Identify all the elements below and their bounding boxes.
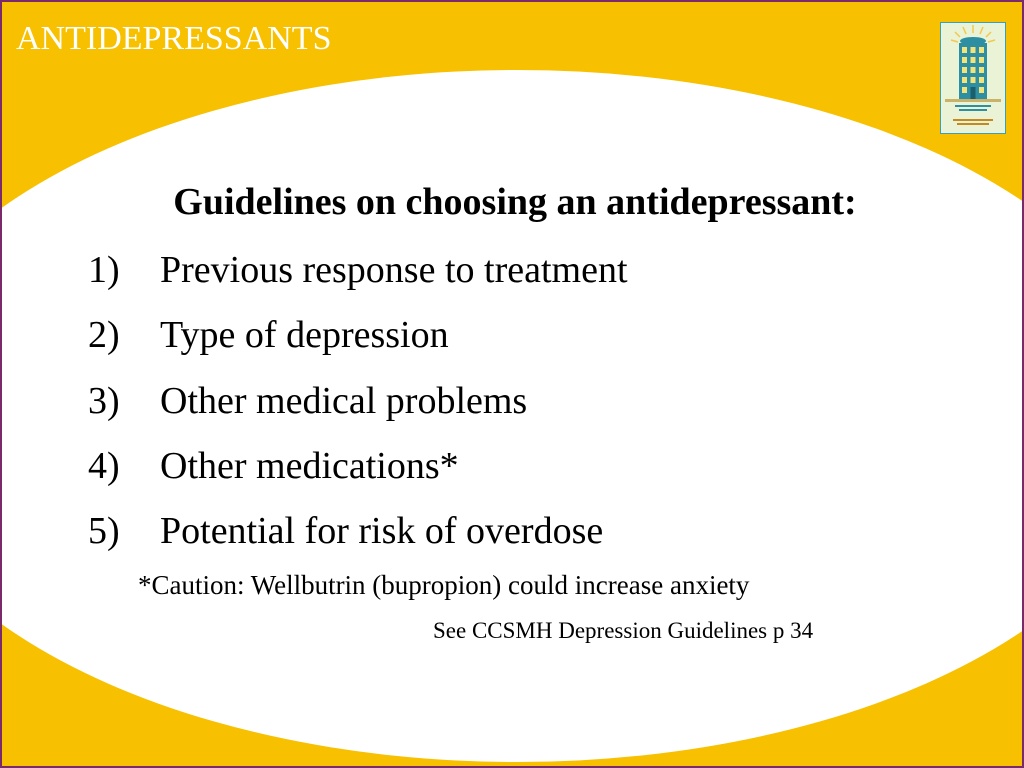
guidelines-reference: See CCSMH Depression Guidelines p 34 [433,618,814,643]
list-text: Other medications* [160,445,459,487]
list-number: 3) [88,380,120,422]
list-number: 2) [88,314,120,356]
guidelines-heading: Guidelines on choosing an antidepressant: [173,181,857,223]
list-number: 5) [88,510,120,552]
list-number: 1) [88,249,120,291]
list-text: Previous response to treatment [160,249,628,291]
caution-note: *Caution: Wellbutrin (bupropion) could increase anxiety [138,570,750,600]
lighthouse-logo-icon [940,22,1006,134]
slide-title: ANTIDEPRESSANTS [16,20,332,57]
list-number: 4) [88,445,120,487]
list-text: Potential for risk of overdose [160,510,604,552]
list-text: Type of depression [160,314,449,356]
list-text: Other medical problems [160,380,528,422]
